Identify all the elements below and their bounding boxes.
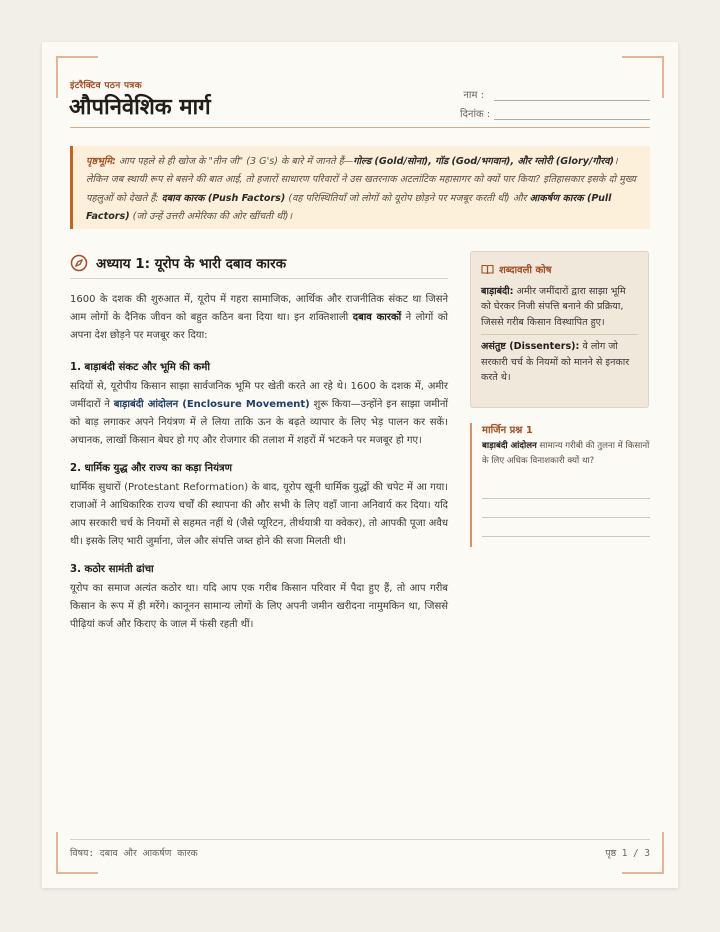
- glossary-header: [481, 262, 638, 276]
- page-title: औपनिवेशिक मार्ग: [69, 95, 211, 120]
- margin-question-term: बाड़ाबंदी आंदोलन: [482, 441, 537, 451]
- intro-text-2: । लेकिन जब स्थायी रूप से बसने की बात आई, तो हजारों साधारण परिवारों ने उस खतरनाक अटलांटिक महासागर को क्यों पार किया? इतिहासकार इसके दो मुख्य पहलुओं को देखते हैं:: [86, 156, 636, 204]
- footer-subject: विषय: दबाव और आकर्षण कारक: [70, 848, 198, 859]
- name-input-line[interactable]: [494, 90, 650, 101]
- margin-question-box: [470, 423, 650, 547]
- name-field[interactable]: [460, 82, 650, 101]
- enclosure-movement-term: बाड़ाबंदी आंदोलन (Enclosure Movement): [113, 399, 310, 410]
- glossary-def-enclosure: अमीर जमींदारों द्वारा साझा भूमि को घेरकर निजी संपत्ति बनाने की प्रक्रिया, जिससे गरीब किसान विस्थापित हुए।: [481, 286, 626, 328]
- enclosure-text-end: शुरू किया—उन्होंने इन साझा जमीनों को बाड़ लगाकर अपने नियंत्रण में ले लिया ताकि ऊन के बढ़ते व्यापार के लिए भेड़ पालन कर सकें। अचानक, लाखों किसान बेघर हो गए और रोजगार की तलाश में शहरों में भटकने पर मजबूर हो गए।: [70, 399, 449, 446]
- header-divider: [70, 127, 650, 128]
- section-heading-religion: 2. धार्मिक युद्ध और राज्य का कड़ा नियंत्रण: [70, 463, 232, 474]
- answer-line-2[interactable]: [482, 499, 650, 518]
- glossary-title: शब्दावली कोष: [499, 265, 552, 276]
- three-gs: गोल्ड (Gold/सोना), गॉड (God/भगवान), और ग्लोरी (Glory/गौरव): [353, 156, 615, 167]
- glossary-entry-dissenters: [481, 339, 638, 385]
- worksheet-kicker: इंटरैक्टिव पठन पत्रक: [70, 81, 142, 91]
- push-factors-highlight: दबाव कारकों: [352, 312, 402, 323]
- chapter-title: अध्याय 1: यूरोप के भारी दबाव कारक: [96, 256, 287, 272]
- answer-line-3[interactable]: [482, 518, 650, 537]
- intro-text-3: (वह परिस्थितियाँ जो लोगों को यूरोप छोड़ने पर मजबूर करती थीं) और: [285, 192, 530, 204]
- main-reading: [70, 282, 448, 634]
- date-field[interactable]: [460, 101, 650, 120]
- section-heading-enclosure: 1. बाड़ाबंदी संकट और भूमि की कमी: [70, 362, 210, 373]
- pull-factors-term: आकर्षण कारक (Pull Factors): [86, 192, 612, 223]
- intro-paragraph-end: ने लोगों को अपना देश छोड़ने पर मजबूर कर दिया:: [70, 312, 448, 341]
- glossary-divider: [481, 334, 638, 335]
- name-label: नाम :: [463, 90, 484, 101]
- background-callout: [70, 146, 650, 229]
- glossary-term-dissenters: असंतुष्ट (Dissenters):: [481, 341, 580, 353]
- margin-question-text: [482, 439, 650, 468]
- student-fields: [460, 82, 650, 120]
- date-input-line[interactable]: [494, 109, 650, 120]
- intro-paragraph-text: 1600 के दशक की शुरुआत में, यूरोप में गहरा सामाजिक, आर्थिक और राजनीतिक संकट था जिसने आम लोगों के दैनिक जीवन को बहुत कठिन बना दिया था। इन शक्तिशाली: [70, 294, 448, 323]
- worksheet-page: [42, 42, 678, 888]
- book-icon: [481, 264, 494, 275]
- chapter-heading: [70, 250, 448, 276]
- section-body-feudal: यूरोप का समाज अत्यंत कठोर था। यदि आप एक गरीब किसान परिवार में पैदा हुए हैं, तो आप गरीब किसान के रूप में ही मरेंगे। कानूनन सामान्य लोगों के लिए अपनी जमीन खरीदना नामुमकिन था, जिससे पीढ़ियां कर्ज और किराए के जाल में फंसी रहती थीं।: [70, 583, 448, 630]
- intro-paragraph: [70, 291, 448, 345]
- glossary-box: [470, 251, 649, 408]
- margin-question-title: मार्जिन प्रश्न 1: [482, 425, 533, 436]
- margin-question-body: सामान्य गरीबी की तुलना में किसानों के लिए अधिक विनाशकारी क्यों था?: [482, 441, 650, 466]
- chapter-divider: [70, 278, 448, 279]
- enclosure-text: सदियों से, यूरोपीय किसान साझा सार्वजनिक भूमि पर खेती करते आ रहे थे। 1600 के दशक में, अमीर जमींदारों ने: [70, 381, 448, 410]
- push-factors-term: दबाव कारक (Push Factors): [161, 192, 286, 204]
- background-label: पृष्ठभूमि:: [86, 156, 116, 167]
- compass-icon: [70, 254, 88, 272]
- intro-text-1: आप पहले से ही खोज के "तीन जी" (3 G's) के बारे में जानते हैं—: [115, 156, 354, 167]
- glossary-entry-enclosure: [481, 284, 638, 330]
- date-label: दिनांक :: [460, 109, 491, 120]
- glossary-term-enclosure: बाड़ाबंदी:: [481, 286, 514, 297]
- glossary-def-dissenters: वे लोग जो सरकारी चर्च के नियमों को मानने से इनकार करते थे।: [481, 341, 630, 384]
- answer-line-1[interactable]: [482, 480, 650, 499]
- section-heading-feudal: 3. कठोर सामंती ढांचा: [70, 564, 154, 575]
- section-body-enclosure: [70, 378, 448, 450]
- intro-text-4: (जो उन्हें उत्तरी अमेरिका की ओर खींचती थीं)।: [129, 211, 293, 223]
- footer-divider: [70, 839, 650, 840]
- section-body-religion: धार्मिक सुधारों (Protestant Reformation) के बाद, यूरोप खूनी धार्मिक युद्धों की चपेट में आ गया। राजाओं ने आधिकारिक राज्य चर्चों की स्थापना की और सभी के लिए वहाँ जाना अनिवार्य कर दिया। यदि आप सरकारी चर्च के नियमों से सहमत नहीं थे (जैसे प्यूरिटन, तीर्थयात्री या क्वेकर), तो आपकी पूजा अवैध थी। इसके लिए भारी जुर्माना, जेल और संपत्ति जब्त होने की सजा मिलती थी।: [70, 482, 448, 547]
- page-number: पृष्ठ 1 / 3: [605, 848, 650, 859]
